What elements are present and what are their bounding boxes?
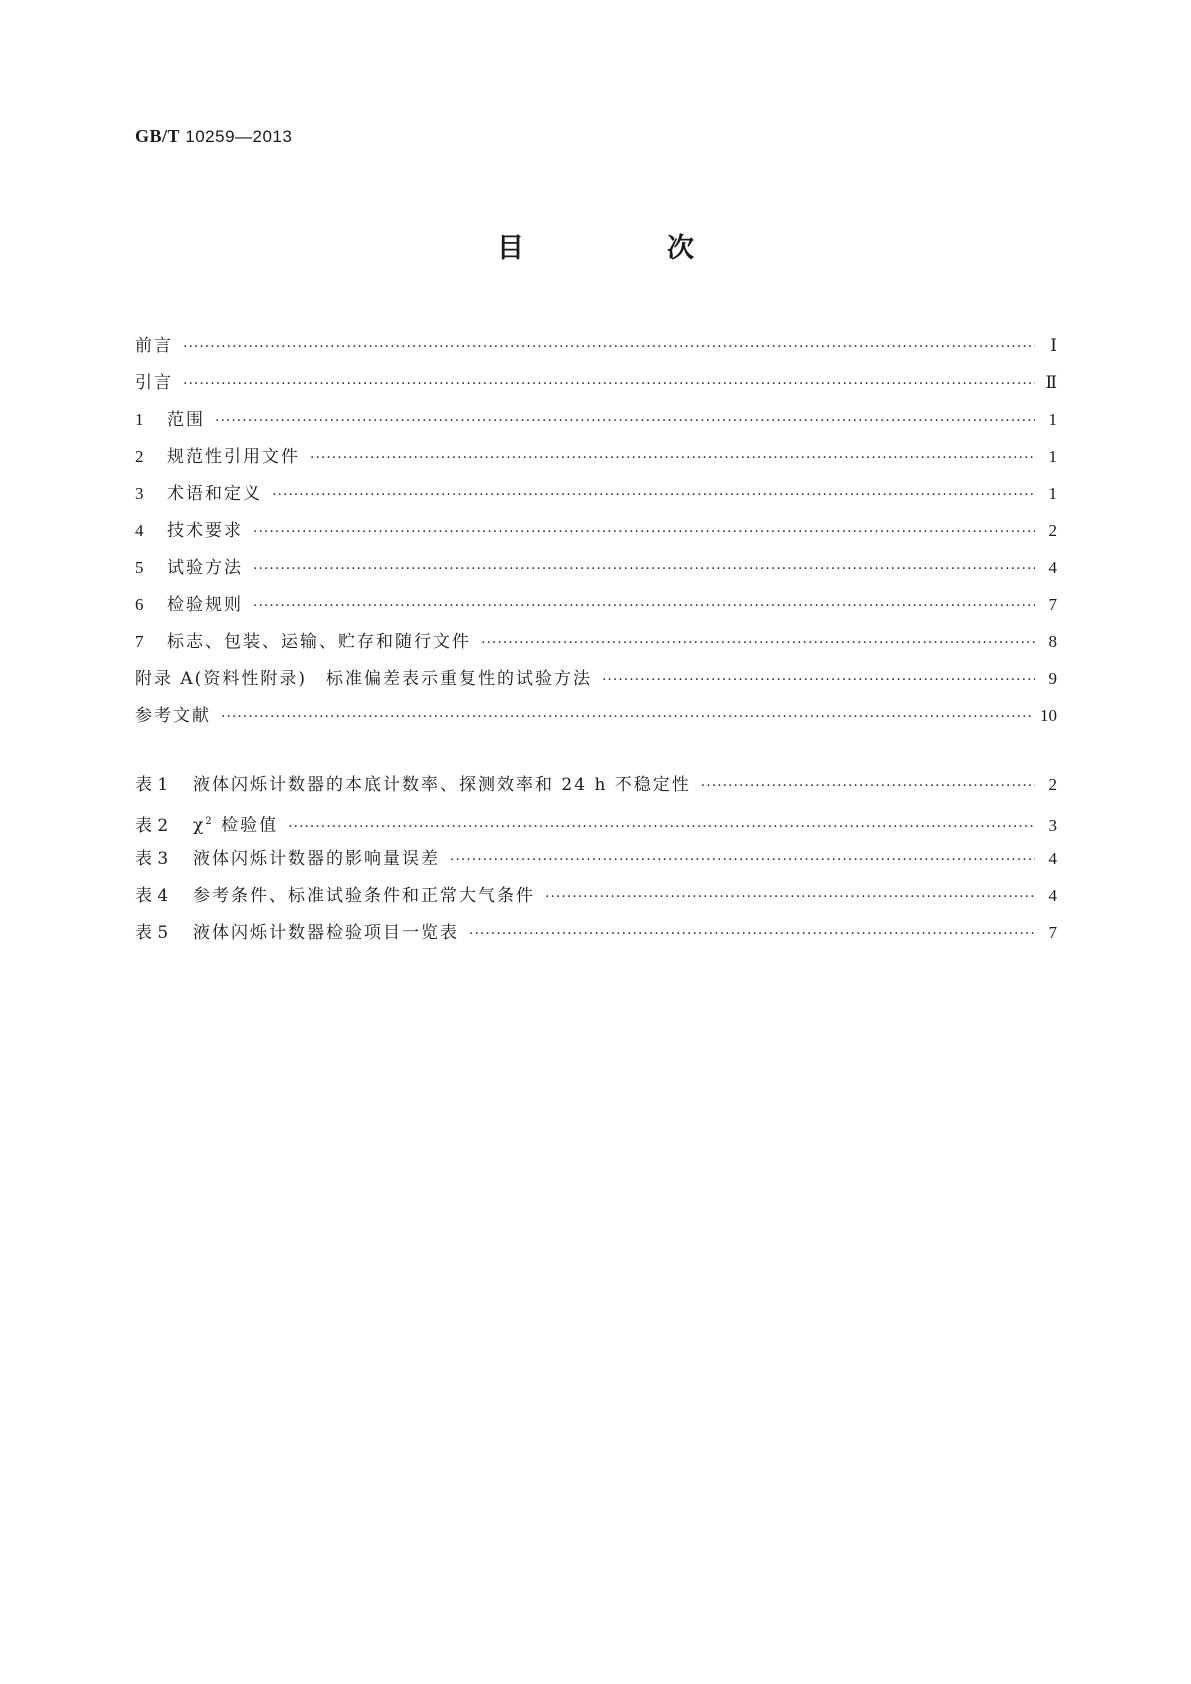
standard-code-prefix: GB/T — [135, 126, 181, 146]
toc-entry-technical-requirements[interactable] — [135, 512, 1057, 549]
table-label: 液体闪烁计数器的影响量误差 — [193, 849, 440, 869]
toc-table-entry-3[interactable] — [135, 840, 1057, 877]
toc-entry-number: 1 — [135, 410, 144, 429]
dot-leader — [450, 842, 1035, 879]
toc-entry-label: 术语和定义 — [167, 484, 262, 504]
table-page: 7 — [1048, 923, 1057, 942]
table-number: 表 4 — [135, 886, 169, 906]
dot-leader — [602, 662, 1035, 699]
toc-entry-page: 4 — [1048, 558, 1057, 577]
standard-code — [135, 126, 292, 147]
toc-entry-number: 6 — [135, 595, 144, 614]
toc-entry-introduction[interactable] — [135, 364, 1057, 401]
table-page: 2 — [1048, 775, 1057, 794]
dot-leader — [183, 329, 1035, 366]
toc-entry-page: 9 — [1048, 669, 1057, 688]
table-number: 表 3 — [135, 849, 169, 869]
dot-leader — [481, 625, 1035, 662]
toc-table-entry-1[interactable] — [135, 766, 1057, 803]
toc-entry-label: 标志、包装、运输、贮存和随行文件 — [167, 632, 471, 652]
standard-code-number: 10259—2013 — [185, 127, 293, 146]
dot-leader — [215, 403, 1035, 440]
table-page: 4 — [1048, 849, 1057, 868]
toc-entry-terms-definitions[interactable] — [135, 475, 1057, 512]
dot-leader — [221, 699, 1032, 736]
toc-entry-page: Ⅰ — [1050, 336, 1057, 355]
dot-leader — [469, 916, 1035, 953]
toc-entry-page: 1 — [1048, 484, 1057, 503]
table-label-rest: 检验值 — [213, 815, 279, 836]
table-label: 液体闪烁计数器检验项目一览表 — [193, 923, 459, 943]
toc-entry-inspection-rules[interactable] — [135, 586, 1057, 623]
toc-entry-marking-packaging[interactable] — [135, 623, 1057, 660]
dot-leader — [253, 551, 1035, 588]
toc-table-entry-4[interactable] — [135, 877, 1057, 914]
dot-leader — [253, 514, 1035, 551]
toc-table-entry-5[interactable] — [135, 914, 1057, 951]
table-page: 3 — [1048, 815, 1057, 835]
toc-entry-test-methods[interactable] — [135, 549, 1057, 586]
dot-leader — [701, 768, 1035, 805]
toc-entry-annex-a[interactable] — [135, 660, 1057, 697]
toc-entry-label: 检验规则 — [167, 595, 243, 615]
toc-entry-number: 2 — [135, 447, 144, 466]
toc-entry-number: 3 — [135, 484, 144, 503]
toc-entry-label: 引言 — [135, 373, 173, 393]
toc-entry-page: 2 — [1048, 521, 1057, 540]
toc-entry-page: 1 — [1048, 447, 1057, 466]
toc-entry-label: 参考文献 — [135, 706, 211, 726]
toc-entry-bibliography[interactable] — [135, 697, 1057, 734]
table-number: 表 2 — [135, 815, 169, 836]
dot-leader — [253, 588, 1035, 625]
chi-symbol: χ — [193, 815, 206, 836]
toc-entry-number: 4 — [135, 521, 144, 540]
table-number: 表 1 — [135, 775, 169, 795]
table-label — [193, 803, 278, 845]
toc-entry-label: 试验方法 — [167, 558, 243, 578]
toc-entry-scope[interactable] — [135, 401, 1057, 438]
table-page: 4 — [1048, 886, 1057, 905]
dot-leader — [272, 477, 1035, 514]
dot-leader — [310, 440, 1035, 477]
toc-entry-page: 1 — [1048, 410, 1057, 429]
toc-table-entry-2[interactable] — [135, 803, 1057, 840]
page-title: 目 次 — [497, 233, 752, 264]
toc-entry-page: 8 — [1048, 632, 1057, 651]
toc-entry-number: 7 — [135, 632, 144, 651]
toc-entry-label: 前言 — [135, 336, 173, 356]
toc-tables-list — [135, 766, 1057, 951]
dot-leader — [183, 366, 1035, 403]
toc-entry-label: 技术要求 — [167, 521, 243, 541]
toc-entry-number: 5 — [135, 558, 144, 577]
dot-leader — [545, 879, 1035, 916]
toc-main-list — [135, 327, 1057, 734]
table-number: 表 5 — [135, 923, 169, 943]
toc-entry-label: 规范性引用文件 — [167, 447, 300, 467]
toc-entry-page: 7 — [1048, 595, 1057, 614]
toc-entry-label: 附录 A(资料性附录) 标准偏差表示重复性的试验方法 — [135, 669, 592, 689]
chi-superscript: 2 — [205, 816, 214, 827]
toc-entry-normative-references[interactable] — [135, 438, 1057, 475]
toc-entry-page: Ⅱ — [1045, 373, 1057, 392]
table-label: 参考条件、标准试验条件和正常大气条件 — [193, 886, 535, 906]
toc-entry-label: 范围 — [167, 410, 205, 430]
table-label: 液体闪烁计数器的本底计数率、探测效率和 24 h 不稳定性 — [193, 775, 691, 795]
toc-entry-page: 10 — [1040, 706, 1057, 725]
toc-entry-foreword[interactable] — [135, 327, 1057, 364]
